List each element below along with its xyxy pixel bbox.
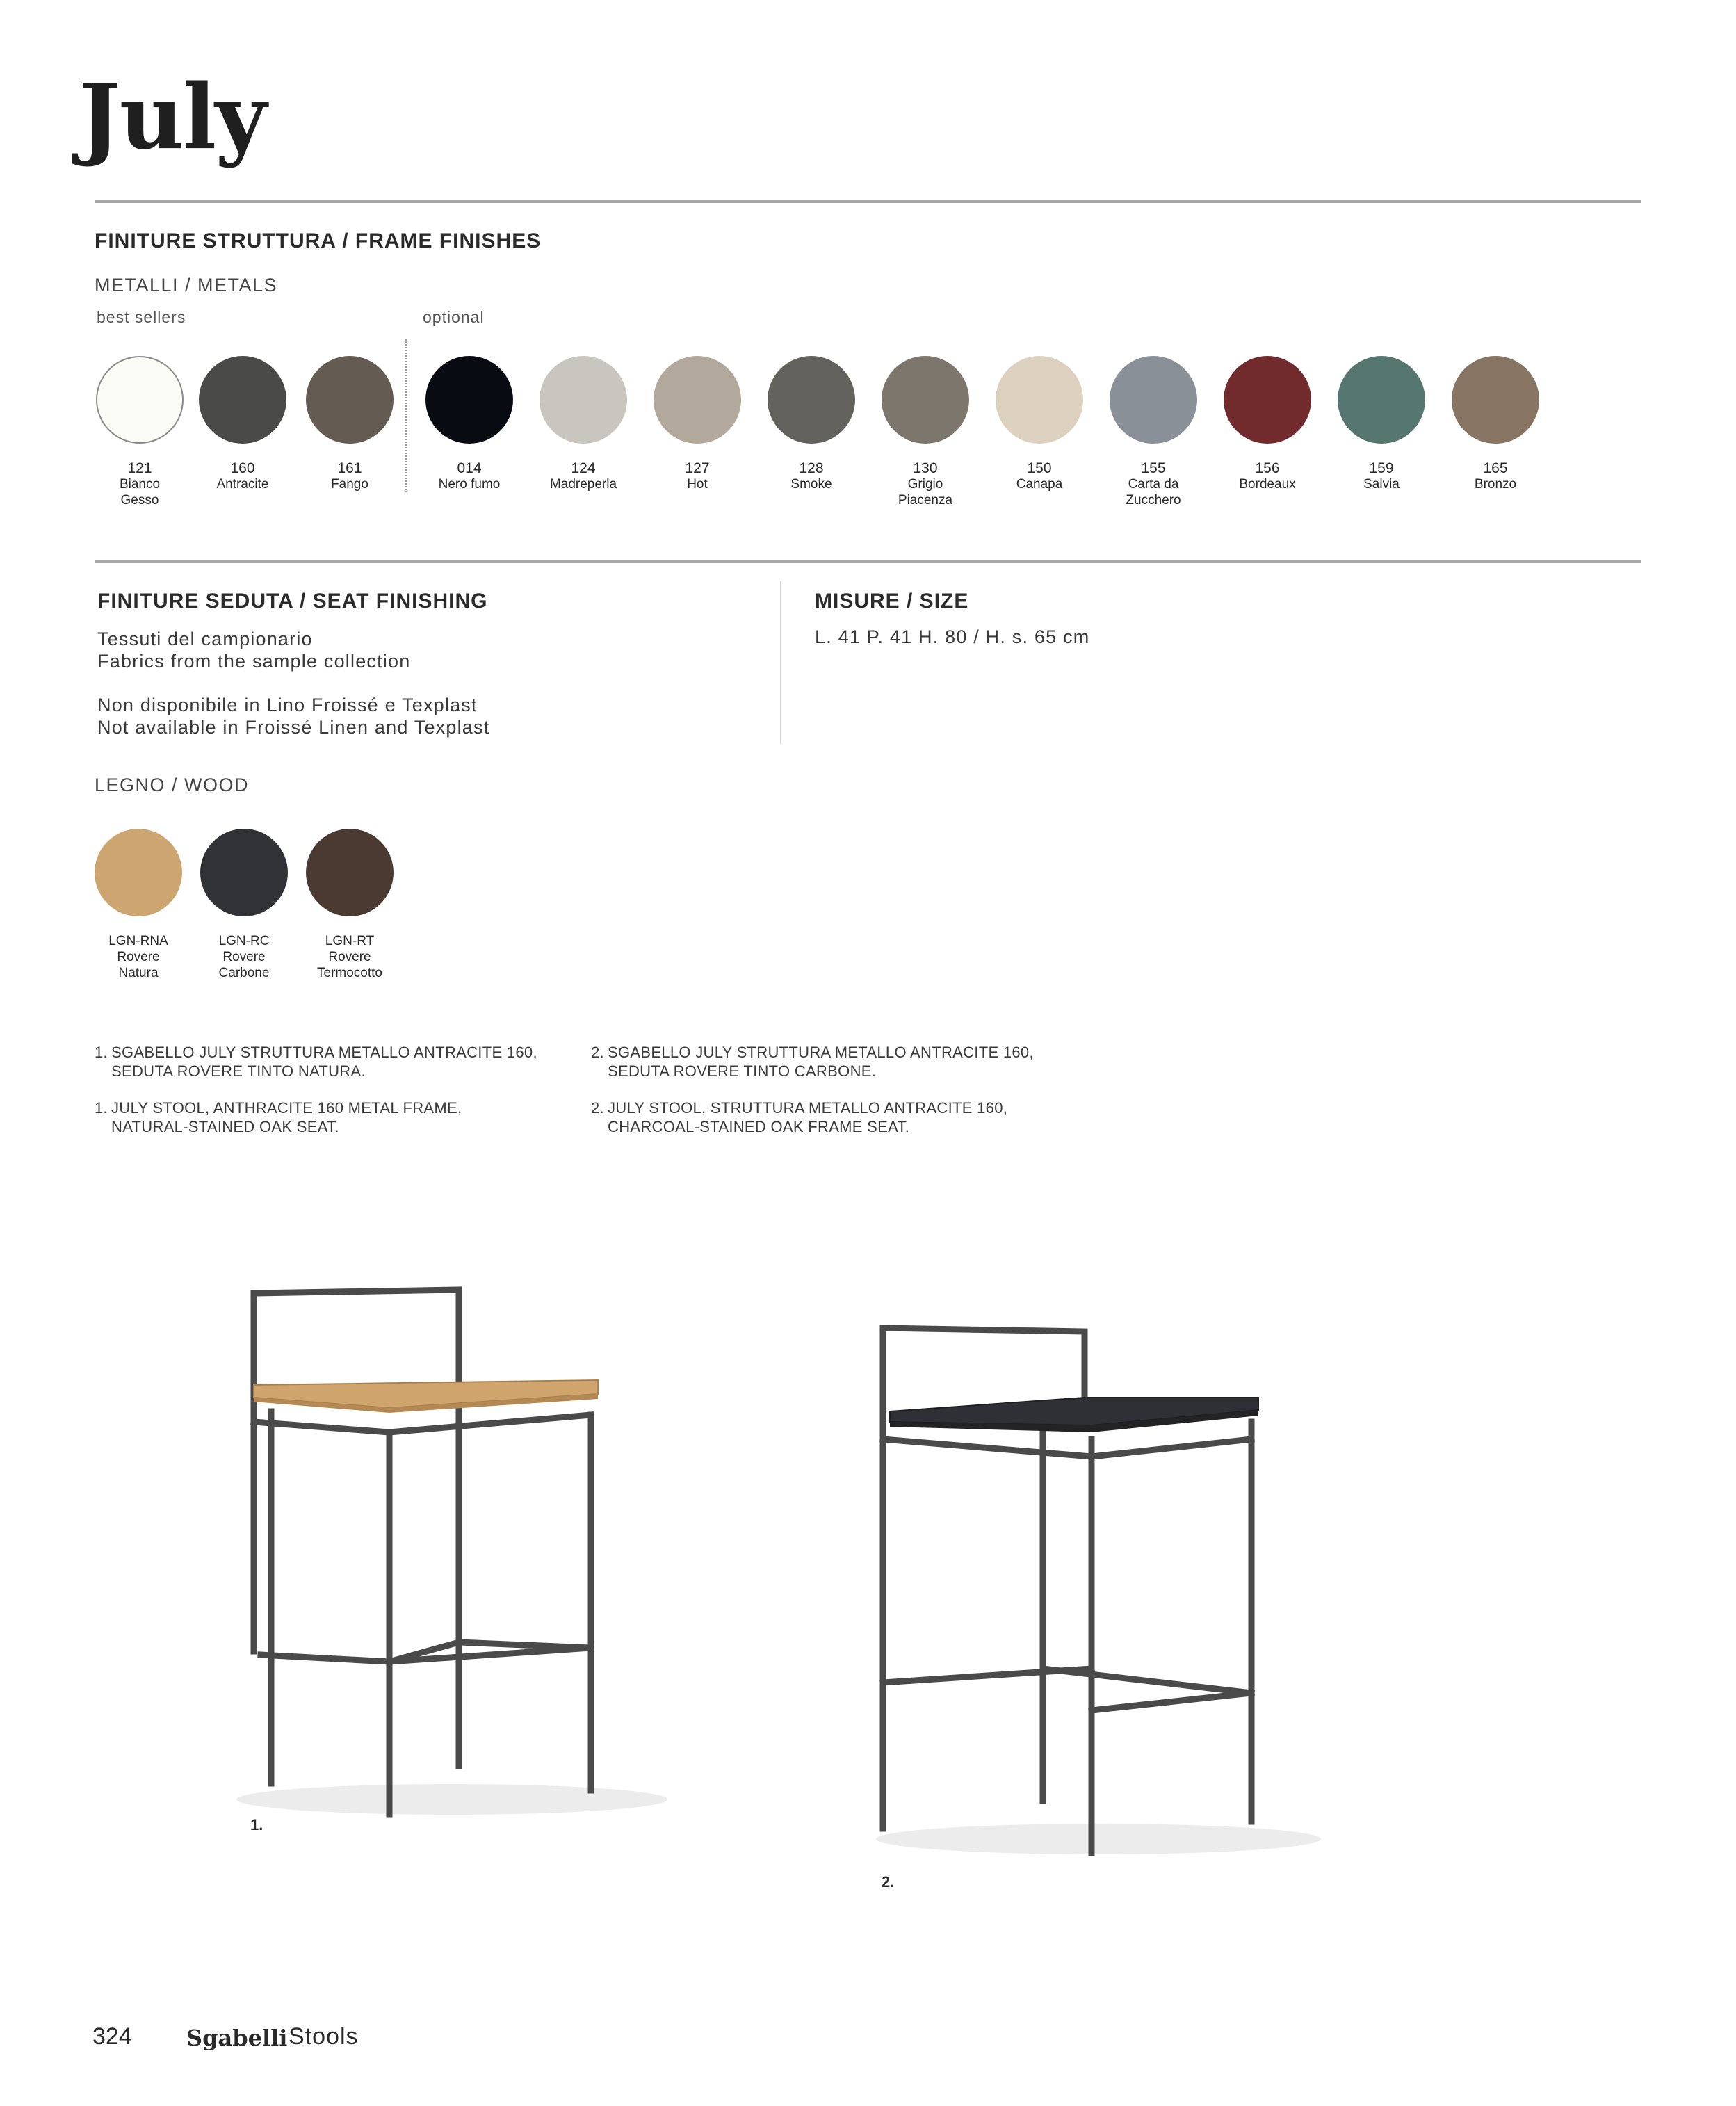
metal-swatch-label (291, 460, 409, 492)
swatch-code: 130 (913, 460, 938, 476)
metal-swatch-label (1322, 460, 1441, 492)
metal-swatch-128 (768, 356, 855, 444)
swatch-name: Carbone (218, 966, 270, 980)
caption-text: SGABELLO JULY STRUTTURA METALLO ANTRACITE 160, SEDUTA ROVERE TINTO NATURA. (111, 1044, 537, 1080)
caption-text: JULY STOOL, ANTHRACITE 160 METAL FRAME, NATURAL-STAINED OAK SEAT. (111, 1099, 462, 1135)
metal-swatch-014 (425, 356, 513, 444)
swatch-code: 127 (685, 460, 710, 476)
metal-swatch-130 (882, 356, 969, 444)
metal-swatch-159 (1338, 356, 1425, 444)
caption-it-2 (591, 1043, 1092, 1085)
caption-text: SGABELLO JULY STRUTTURA METALLO ANTRACITE 160, SEDUTA ROVERE TINTO CARBONE. (608, 1044, 1034, 1080)
footer-category-en: Stools (289, 2023, 359, 2050)
swatch-name: Canapa (1016, 477, 1063, 492)
frame-finishes-heading: FINITURE STRUTTURA / FRAME FINISHES (95, 229, 542, 252)
caption-text: JULY STOOL, STRUTTURA METALLO ANTRACITE 160, CHARCOAL-STAINED OAK FRAME SEAT. (608, 1099, 1008, 1135)
wood-swatch-label (291, 933, 409, 981)
metal-swatch-label (980, 460, 1098, 492)
swatch-name: Madreperla (549, 477, 617, 492)
page-number: 324 (92, 2023, 132, 2050)
swatch-name: Natura (118, 966, 159, 980)
size-value: L. 41 P. 41 H. 80 / H. s. 65 cm (815, 626, 1090, 647)
swatch-code: 160 (230, 460, 255, 476)
metal-swatch-160 (199, 356, 286, 444)
metal-swatch-label (752, 460, 870, 492)
metal-swatch-156 (1224, 356, 1311, 444)
swatch-name: Fango (331, 477, 368, 492)
wood-label: LEGNO / WOOD (95, 775, 250, 795)
metal-swatch-label (866, 460, 984, 508)
caption-number: 1. (95, 1099, 108, 1117)
swatch-code: 165 (1483, 460, 1508, 476)
wood-swatch-lgn-rna (95, 829, 182, 916)
metal-swatch-label (81, 460, 199, 508)
caption-it-1 (95, 1043, 595, 1085)
swatch-name: Zucchero (1126, 493, 1181, 508)
swatch-code: 124 (571, 460, 596, 476)
divider-top (95, 200, 1641, 203)
swatch-name: Rovere (222, 950, 266, 964)
metal-swatch-label (1208, 460, 1327, 492)
metal-swatch-label (184, 460, 302, 492)
wood-swatch-label (185, 933, 303, 981)
swatch-name: Salvia (1363, 477, 1400, 492)
metal-swatch-label (638, 460, 756, 492)
swatch-code: 128 (799, 460, 824, 476)
size-heading: MISURE / SIZE (815, 590, 969, 613)
metals-label: METALLI / METALS (95, 275, 278, 295)
swatch-name: Smoke (790, 477, 832, 492)
swatch-name: Rovere (328, 950, 371, 964)
metal-swatch-label (410, 460, 528, 492)
swatch-name: Bianco (119, 477, 161, 492)
swatch-code: 155 (1141, 460, 1166, 476)
swatch-code: 159 (1369, 460, 1394, 476)
swatch-code: 156 (1255, 460, 1280, 476)
optional-label: optional (423, 308, 485, 326)
metal-swatch-165 (1452, 356, 1539, 444)
photo-label-2: 2. (882, 1873, 895, 1890)
caption-number: 2. (591, 1099, 604, 1117)
column-separator (780, 581, 781, 744)
swatch-code: LGN-RNA (108, 934, 168, 948)
swatch-code: LGN-RT (325, 934, 375, 948)
swatch-name: Carta da (1128, 477, 1179, 492)
swatch-code: 150 (1027, 460, 1052, 476)
swatch-name: Nero fumo (438, 477, 501, 492)
metal-swatch-150 (996, 356, 1083, 444)
seat-finishing-heading: FINITURE SEDUTA / SEAT FINISHING (97, 590, 488, 613)
stool-natural-oak-image (229, 1265, 674, 1836)
caption-en-2 (591, 1099, 1092, 1140)
metal-swatch-label (1436, 460, 1555, 492)
seat-line-2: Fabrics from the sample collection (97, 651, 411, 672)
caption-number: 2. (591, 1044, 604, 1061)
swatch-code: 121 (127, 460, 152, 476)
best-sellers-label: best sellers (97, 308, 186, 326)
metal-swatch-124 (540, 356, 627, 444)
metal-swatch-127 (654, 356, 741, 444)
caption-number: 1. (95, 1044, 108, 1061)
swatch-name: Rovere (117, 950, 160, 964)
swatch-code: LGN-RC (218, 934, 270, 948)
stool-charcoal-oak-image (862, 1300, 1335, 1870)
swatch-name: Bronzo (1474, 477, 1517, 492)
photo-label-1: 1. (250, 1816, 263, 1833)
metal-swatch-label (524, 460, 642, 492)
wood-swatch-label (79, 933, 197, 981)
caption-en-1 (95, 1099, 595, 1140)
swatch-name: Piacenza (898, 493, 953, 508)
wood-swatch-lgn-rc (200, 829, 288, 916)
wood-swatch-lgn-rt (306, 829, 394, 916)
page-title: July (79, 65, 266, 170)
seat-line-3: Non disponibile in Lino Froissé e Texplast (97, 695, 478, 715)
swatch-name: Termocotto (317, 966, 382, 980)
swatch-name: Grigio (907, 477, 943, 492)
divider-middle (95, 560, 1641, 563)
swatch-name: Gesso (120, 493, 159, 508)
swatch-code: 014 (457, 460, 482, 476)
seat-line-1: Tessuti del campionario (97, 629, 313, 649)
swatch-name: Antracite (216, 477, 269, 492)
swatch-name: Bordeaux (1239, 477, 1296, 492)
swatch-name: Hot (687, 477, 708, 492)
metal-swatch-121 (96, 356, 184, 444)
seat-line-4: Not available in Froissé Linen and Texplast (97, 717, 490, 738)
metal-swatch-161 (306, 356, 394, 444)
metal-swatch-155 (1110, 356, 1197, 444)
footer-category-it: Sgabelli (186, 2025, 288, 2051)
metal-swatch-label (1094, 460, 1212, 508)
swatch-code: 161 (337, 460, 362, 476)
